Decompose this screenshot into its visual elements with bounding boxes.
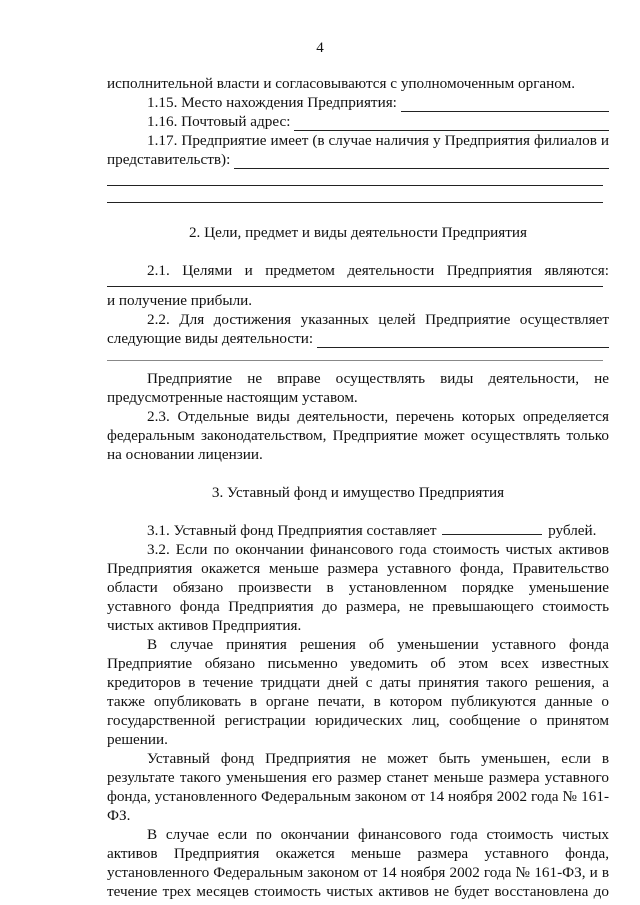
location-field-row [107,93,609,112]
branches-paragraph: 1.17. Предприятие имеет (в случае наличия у Предприятия филиалов и [147,132,609,149]
branches-label: представительств): [107,151,231,168]
paragraph-not-allowed: Предприятие не вправе осуществлять виды деятельности, не предусмотренные настоящим уставом. [107,370,609,406]
paragraph-2-2: 2.2. Для достижения указанных целей Предприятие осуществляет [147,311,609,328]
location-label: 1.15. Место нахождения Предприятия: [147,94,397,111]
paragraph-3-1-text: 3.1. Уставный фонд Предприятия составляет [147,522,437,539]
goals-blank-line[interactable] [107,280,603,287]
section-2-heading: 2. Цели, предмет и виды деятельности Предприятия [188,224,528,241]
activities-field-row [107,329,609,348]
branches-blank-line-2[interactable] [107,169,603,186]
branches-blank[interactable] [234,154,609,169]
paragraph-3-5: В случае если по окончании финансового года стоимость чистых активов Предприятия окажется меньше размера уставного фонда, установленного Федеральным законом от 14 ноября 2002 года № 161-ФЗ, и в течение трех месяцев стоимость чистых активов не будет восстановлена до [107,826,609,900]
paragraph-3-1 [107,521,609,540]
document-body [107,74,609,901]
paragraph-2-1-end: и получение прибыли. [107,292,253,309]
paragraph-3-1-unit: рублей. [548,522,597,539]
branches-field-row [107,150,609,169]
paragraph-2-1: 2.1. Целями и предметом деятельности Предприятия являются: [147,262,609,279]
branches-blank-line-3[interactable] [107,186,603,203]
fund-amount-blank[interactable] [442,521,542,535]
paragraph-3-4: Уставный фонд Предприятия не может быть уменьшен, если в результате такого уменьшения его размер станет меньше размера уставного фонда, установленного Федеральным законом от 14 ноября 2002 года № 161-ФЗ. [107,750,609,824]
postal-address-label: 1.16. Почтовый адрес: [147,113,291,130]
paragraph-3-2: 3.2. Если по окончании финансового года стоимость чистых активов Предприятия окажется меньше размера уставного фонда, Правительство области обязано произвести в установленном порядке уменьшение уставного фонда Предприятия до размера, не превышающего стоимость чистых активов Предприятия. [107,541,609,634]
activities-blank-line-2[interactable] [107,348,603,361]
postal-address-blank[interactable] [294,116,609,131]
paragraph-continuation: исполнительной власти и согласовываются с уполномоченным органом. [107,75,576,92]
activities-label: следующие виды деятельности: [107,330,314,347]
postal-address-row [107,112,609,131]
paragraph-2-3: 2.3. Отдельные виды деятельности, перечень которых определяется федеральным законодательством, Предприятие может осуществлять только на основании лицензии. [107,408,609,463]
section-3-heading: 3. Уставный фонд и имущество Предприятия [211,484,505,501]
location-blank[interactable] [401,97,609,112]
activities-blank[interactable] [317,333,609,348]
page-number: 4 [316,40,324,56]
paragraph-3-3: В случае принятия решения об уменьшении уставного фонда Предприятие обязано письменно уведомить об этом всех известных кредиторов в течение тридцати дней с даты принятия такого решения, а также опубликовать в органе печати, в котором публикуются данные о государственной регистрации юридических лиц, сообщение о принятом решении. [107,636,609,748]
